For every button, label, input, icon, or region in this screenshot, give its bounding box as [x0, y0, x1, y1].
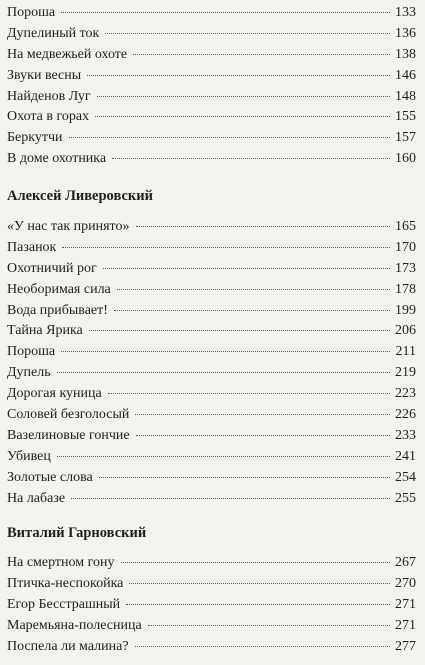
toc-entry[interactable] [7, 87, 416, 108]
dot-leader [95, 115, 390, 117]
toc-entry[interactable] [7, 489, 416, 510]
toc-entry-page: 148 [395, 88, 416, 104]
toc-entry-page: 165 [395, 219, 416, 234]
toc-entry-title: Охота в горах [7, 109, 90, 125]
toc-entry-title: Звуки весны [7, 67, 82, 83]
toc-entry[interactable] [7, 66, 416, 87]
dot-leader [62, 246, 390, 248]
toc-entry-page: 211 [395, 344, 416, 360]
toc-entry[interactable] [7, 217, 416, 238]
toc-entry-title: На лабазе [7, 490, 66, 506]
toc-entry-page: 206 [395, 323, 416, 339]
toc-entry[interactable] [7, 363, 416, 384]
toc-entry[interactable] [7, 637, 416, 658]
toc-entry[interactable] [7, 447, 416, 468]
dot-leader [121, 561, 390, 563]
toc-entry[interactable] [7, 280, 416, 301]
toc-entry-title: Егор Бесстрашный [7, 596, 121, 612]
toc-entry-page: 226 [395, 407, 416, 423]
toc-entry[interactable] [7, 595, 416, 616]
toc-entry-page: 138 [395, 46, 416, 62]
dot-leader [136, 434, 390, 436]
toc-entry[interactable] [7, 107, 416, 128]
toc-entry-page: 223 [395, 386, 416, 402]
toc-entry-title: Охотничий рог [7, 260, 97, 276]
toc-entry-partial [7, 657, 416, 665]
toc-entry-page: 173 [395, 260, 416, 276]
dot-leader [61, 11, 390, 13]
dot-leader [87, 74, 390, 76]
toc-entry[interactable] [7, 426, 416, 447]
toc-entry[interactable] [7, 45, 416, 66]
toc-entry[interactable] [7, 238, 416, 259]
dot-leader [148, 624, 390, 626]
dot-leader [89, 329, 390, 331]
toc-entry[interactable] [7, 384, 416, 405]
toc-entry-page: 157 [395, 130, 416, 146]
dot-leader [112, 157, 390, 159]
toc-entry[interactable] [7, 574, 416, 595]
toc-entry-page: 277 [395, 638, 416, 654]
toc-entry[interactable] [7, 468, 416, 489]
dot-leader [97, 95, 390, 97]
toc-entry[interactable] [7, 321, 416, 342]
toc-entry[interactable] [7, 24, 416, 45]
dot-leader [69, 136, 390, 138]
toc-entry-page: 170 [395, 239, 416, 255]
toc-entry-title: Золотые слова [7, 469, 93, 485]
toc-entry[interactable] [7, 553, 416, 574]
author-heading: Алексей Ливеровский [7, 188, 153, 204]
dot-leader [57, 371, 390, 373]
toc-entry-title: На медвежьей охоте [7, 46, 128, 62]
toc-entry-page: 241 [395, 448, 416, 464]
toc-entry-title: Маремьяна-полесница [7, 617, 142, 633]
toc-entry-page: 267 [395, 555, 416, 570]
toc-entry-title: Пороша [7, 5, 56, 20]
toc-entry-title: Вода прибывает! [7, 302, 108, 318]
dot-leader [57, 455, 390, 457]
toc-section-2 [7, 217, 416, 509]
dot-leader [117, 288, 390, 290]
toc-entry-title: В доме охотника [7, 151, 107, 167]
toc-entry[interactable] [7, 301, 416, 322]
toc-entry-title: Пазанок [7, 239, 57, 255]
author-heading: Виталий Гарновский [7, 525, 147, 541]
dot-leader [114, 309, 390, 311]
toc-entry-page: 254 [395, 469, 416, 485]
dot-leader [133, 53, 390, 55]
toc-entry-page: 160 [395, 151, 416, 167]
toc-entry-title: «У нас так принято» [7, 219, 130, 234]
dot-leader [136, 225, 391, 227]
toc-entry[interactable] [7, 342, 416, 363]
toc-entry-title: Дупелиный ток [7, 25, 100, 41]
toc-entry-page: 271 [395, 596, 416, 612]
toc-entry-page: 270 [395, 575, 416, 591]
toc-entry[interactable] [7, 259, 416, 280]
toc-entry-title: Пороша [7, 344, 56, 360]
toc-entry-title: Найденов Луг [7, 88, 91, 104]
toc-entry-page: 178 [395, 281, 416, 297]
toc-entry-page: 133 [395, 5, 416, 20]
dot-leader [103, 267, 390, 269]
dot-leader [108, 392, 390, 394]
toc-entry-page: 146 [395, 67, 416, 83]
toc-section-1 [7, 3, 416, 170]
toc-entry[interactable] [7, 405, 416, 426]
toc-entry-title: Соловей безголосый [7, 407, 130, 423]
toc-entry-title: Убивец [7, 448, 51, 464]
toc-entry-title: Птичка-неспокойка [7, 575, 124, 591]
toc-entry-page: 219 [395, 365, 416, 381]
toc-entry-page: 136 [395, 25, 416, 41]
dot-leader [129, 582, 390, 584]
toc-entry[interactable] [7, 616, 416, 637]
toc-entry-title: Поспела ли малина? [7, 638, 129, 654]
dot-leader [99, 476, 390, 478]
toc-entry-title: Дорогая куница [7, 386, 102, 402]
toc-entry-title: Тайна Ярика [7, 323, 83, 339]
dot-leader [135, 645, 390, 647]
toc-entry-page: 199 [395, 302, 416, 318]
toc-entry-title: Вазелиновые гончие [7, 427, 130, 443]
toc-entry[interactable] [7, 149, 416, 170]
dot-leader [135, 413, 390, 415]
toc-entry[interactable] [7, 128, 416, 149]
dot-leader [71, 497, 390, 499]
toc-entry-page: 155 [395, 109, 416, 125]
toc-entry-page: 255 [395, 490, 416, 506]
toc-entry[interactable] [7, 3, 416, 24]
dot-leader [105, 32, 390, 34]
toc-entry-title: Дупель [7, 365, 51, 381]
dot-leader [61, 350, 390, 352]
dot-leader [126, 603, 390, 605]
toc-entry-title: На смертном гону [7, 555, 115, 570]
toc-entry-page: 271 [395, 617, 416, 633]
toc-entry-page: 233 [395, 427, 416, 443]
toc-entry-title: Беркутчи [7, 130, 63, 146]
toc-section-3 [7, 553, 416, 665]
toc-entry-title: Необоримая сила [7, 281, 111, 297]
